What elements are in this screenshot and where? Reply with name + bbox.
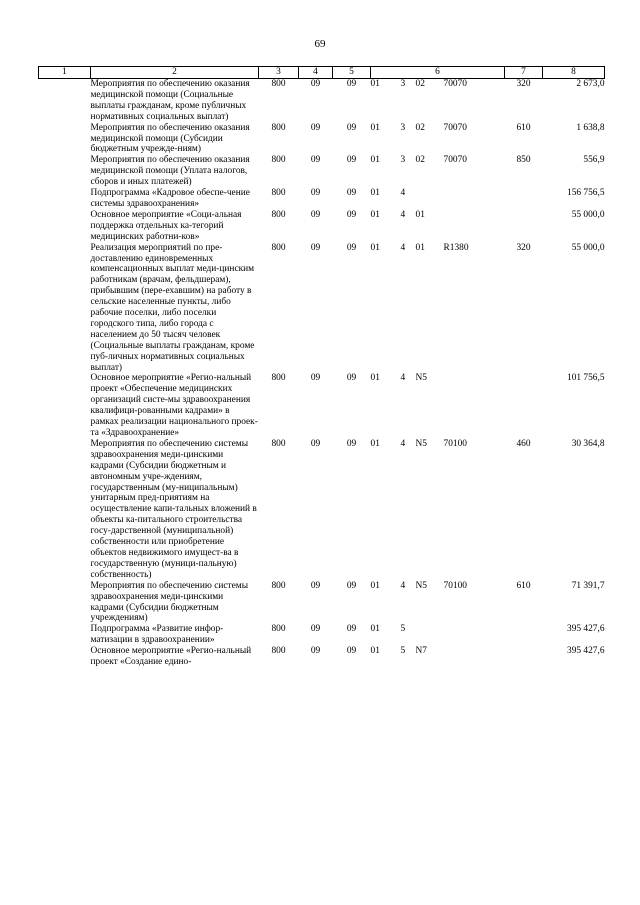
- cell-c5: 09: [346, 438, 357, 449]
- cell-n3: 01: [415, 242, 425, 253]
- cell-n4: 70100: [443, 580, 467, 591]
- cell-n2: 3: [400, 122, 406, 133]
- cell-n4: [444, 646, 505, 668]
- cell-n1: 01: [370, 646, 380, 657]
- cell-c8: 2 673,0: [576, 79, 605, 89]
- cell-c4: 09: [310, 79, 321, 89]
- cell-c8: 55 000,0: [571, 209, 605, 220]
- cell-c7: 320: [516, 242, 531, 253]
- cell-c4: 09: [310, 373, 321, 384]
- cell-c7: 610: [516, 580, 531, 591]
- table-row: [39, 79, 605, 123]
- cell-c4: 09: [310, 209, 321, 220]
- cell-n2: 4: [400, 438, 406, 449]
- cell-c3: 800: [271, 188, 286, 199]
- cell-c4: 09: [310, 122, 321, 133]
- header-row: [39, 67, 605, 79]
- col-header-5: 5: [333, 67, 371, 79]
- cell-name: Подпрограмма «Развитие инфор-матизации в здравоохранении»: [90, 624, 224, 646]
- cell-c4: 09: [310, 155, 321, 166]
- cell-empty: [39, 646, 91, 668]
- cell-n3: [416, 624, 444, 646]
- table-row: [39, 155, 605, 188]
- cell-name: Основное мероприятие «Регио-нальный проект «Создание едино-: [90, 646, 252, 668]
- cell-empty: [39, 79, 91, 123]
- cell-c7: 850: [516, 155, 531, 166]
- cell-c4: 09: [310, 438, 321, 449]
- cell-c5: 09: [346, 373, 357, 384]
- cell-n3: [416, 188, 444, 210]
- cell-name: Мероприятия по обеспечению оказания медицинской помощи (Социальные выплаты гражданам, кроме публичных нормативных социальных выплат): [90, 79, 250, 122]
- table-row: [39, 243, 605, 374]
- cell-n2: 4: [400, 242, 406, 253]
- cell-n3: 01: [415, 209, 425, 220]
- cell-c7: 320: [516, 79, 531, 89]
- cell-empty: [39, 123, 91, 156]
- cell-empty: [39, 188, 91, 210]
- cell-c7: [505, 624, 543, 646]
- cell-c3: 800: [271, 580, 286, 591]
- cell-empty: [39, 210, 91, 243]
- cell-n4: R1380: [443, 242, 469, 253]
- cell-n4: [444, 210, 505, 243]
- cell-c5: 09: [346, 646, 357, 657]
- table-row: [39, 646, 605, 668]
- table-row: [39, 439, 605, 581]
- cell-c7: [505, 188, 543, 210]
- cell-name: Основное мероприятие «Соци-альная поддержка отдельных ка-тегорий медицинских работни-ков»: [90, 209, 242, 242]
- cell-name: Основное мероприятие «Регио-нальный проект «Обеспечение медицинских организаций систе-мы здравоохранения квалифици-рованными кадрами» в рамках реализации национального проек-та «Здравоохранение»: [90, 373, 258, 438]
- cell-n1: 01: [370, 580, 380, 591]
- table-row: [39, 188, 605, 210]
- page-number: 69: [314, 38, 326, 50]
- cell-n1: 01: [370, 155, 380, 166]
- cell-c5: 09: [346, 155, 357, 166]
- cell-c3: 800: [271, 624, 286, 635]
- cell-c8: 30 364,8: [571, 438, 605, 449]
- cell-c4: 09: [310, 188, 321, 199]
- cell-n4: [444, 373, 505, 438]
- cell-c7: [505, 646, 543, 668]
- col-header-7: 7: [505, 67, 543, 79]
- cell-n1: 01: [370, 373, 380, 384]
- cell-n1: 01: [370, 79, 380, 89]
- cell-c5: 09: [346, 79, 357, 89]
- cell-c3: 800: [271, 79, 286, 89]
- cell-c4: 09: [310, 580, 321, 591]
- cell-c3: 800: [271, 209, 286, 220]
- cell-n4: 70070: [443, 122, 467, 133]
- cell-c7: [505, 373, 543, 438]
- cell-c4: 09: [310, 646, 321, 657]
- table-row: [39, 624, 605, 646]
- cell-c4: 09: [310, 624, 321, 635]
- cell-c8: 395 427,6: [567, 624, 605, 635]
- cell-n1: 01: [370, 438, 380, 449]
- cell-n2: 5: [400, 624, 406, 635]
- cell-c8: 55 000,0: [571, 242, 605, 253]
- cell-name: Мероприятия по обеспечению системы здравоохранения меди-цинскими кадрами (Субсидии бюджетным и автономным учре-ждениям, государственным (му-ниципальным) унитарным пред-приятиям на осуществление капи-тальных вложений в объекты ка-питального строительства госу-дарственной (муниципальной) собственности или приобретение объектов недвижимого имущест-ва в государственную (муници-пальную) собственность): [90, 438, 257, 580]
- cell-empty: [39, 624, 91, 646]
- cell-name: Реализация мероприятий по пре-доставлению единовременных компенсационных выплат меди-цинским работникам (врачам, фельдшерам), прибывшим (пере-ехавшим) на работу в сельские населенные пункты, либо рабочие поселки, либо поселки городского типа, либо города с населением до 50 тысяч человек (Социальные выплаты гражданам, кроме пуб-личных нормативных социальных выплат): [90, 242, 255, 373]
- cell-c5: 09: [346, 242, 357, 253]
- cell-c7: [505, 210, 543, 243]
- cell-n3: N5: [415, 580, 427, 591]
- cell-empty: [39, 439, 91, 581]
- cell-n2: 3: [400, 79, 406, 89]
- cell-n1: 01: [370, 188, 380, 199]
- cell-n3: N5: [415, 438, 427, 449]
- cell-c7: 610: [516, 122, 531, 133]
- cell-c3: 800: [271, 373, 286, 384]
- cell-n3: 02: [415, 79, 425, 89]
- cell-n4: 70100: [443, 438, 467, 449]
- cell-n1: 01: [370, 209, 380, 220]
- cell-c3: 800: [271, 646, 286, 657]
- col-header-4: 4: [299, 67, 333, 79]
- cell-name: Мероприятия по обеспечению системы здравоохранения меди-цинскими кадрами (Субсидии бюджетным учреждениям): [90, 580, 249, 624]
- cell-n3: N7: [415, 646, 427, 657]
- cell-n4: 70070: [443, 155, 467, 166]
- cell-c5: 09: [346, 624, 357, 635]
- table-row: [39, 210, 605, 243]
- cell-n4: [444, 188, 505, 210]
- col-header-1: 1: [39, 67, 91, 79]
- cell-n3: 02: [415, 155, 425, 166]
- cell-n2: 4: [400, 188, 406, 199]
- cell-empty: [39, 155, 91, 188]
- cell-n4: 70070: [443, 79, 467, 89]
- cell-c8: 395 427,6: [567, 646, 605, 657]
- col-header-3: 3: [259, 67, 299, 79]
- cell-empty: [39, 581, 91, 625]
- table-row: [39, 373, 605, 438]
- cell-c8: 1 638,8: [576, 122, 605, 133]
- cell-n1: 01: [370, 122, 380, 133]
- cell-c8: 556,9: [583, 155, 605, 166]
- cell-n2: 5: [400, 646, 406, 657]
- cell-name: Мероприятия по обеспечению оказания медицинской помощи (Уплата налогов, сборов и иных платежей): [90, 155, 250, 188]
- cell-c3: 800: [271, 122, 286, 133]
- cell-n3: N5: [415, 373, 427, 384]
- cell-c8: 156 756,5: [567, 188, 605, 199]
- cell-name: Подпрограмма «Кадровое обеспе-чение системы здравоохранения»: [90, 188, 250, 209]
- cell-n2: 4: [400, 209, 406, 220]
- col-header-8: 8: [543, 67, 605, 79]
- cell-c3: 800: [271, 242, 286, 253]
- cell-n2: 3: [400, 155, 406, 166]
- cell-c4: 09: [310, 242, 321, 253]
- cell-c8: 101 756,5: [567, 373, 605, 384]
- cell-n2: 4: [400, 373, 406, 384]
- cell-c8: 71 391,7: [571, 580, 605, 591]
- cell-n4: [444, 624, 505, 646]
- cell-name: Мероприятия по обеспечению оказания медицинской помощи (Субсидии бюджетным учрежде-ниям): [90, 122, 250, 155]
- col-header-6: 6: [371, 67, 505, 79]
- cell-n1: 01: [370, 242, 380, 253]
- cell-n2: 4: [400, 580, 406, 591]
- table-row: [39, 123, 605, 156]
- table-row: [39, 581, 605, 625]
- cell-c3: 800: [271, 155, 286, 166]
- cell-c7: 460: [516, 438, 531, 449]
- cell-n3: 02: [415, 122, 425, 133]
- cell-c5: 09: [346, 188, 357, 199]
- cell-empty: [39, 243, 91, 374]
- cell-c5: 09: [346, 122, 357, 133]
- col-header-2: 2: [91, 67, 259, 79]
- budget-table: [38, 66, 605, 668]
- cell-empty: [39, 373, 91, 438]
- cell-c5: 09: [346, 580, 357, 591]
- cell-c3: 800: [271, 438, 286, 449]
- cell-n1: 01: [370, 624, 380, 635]
- cell-c5: 09: [346, 209, 357, 220]
